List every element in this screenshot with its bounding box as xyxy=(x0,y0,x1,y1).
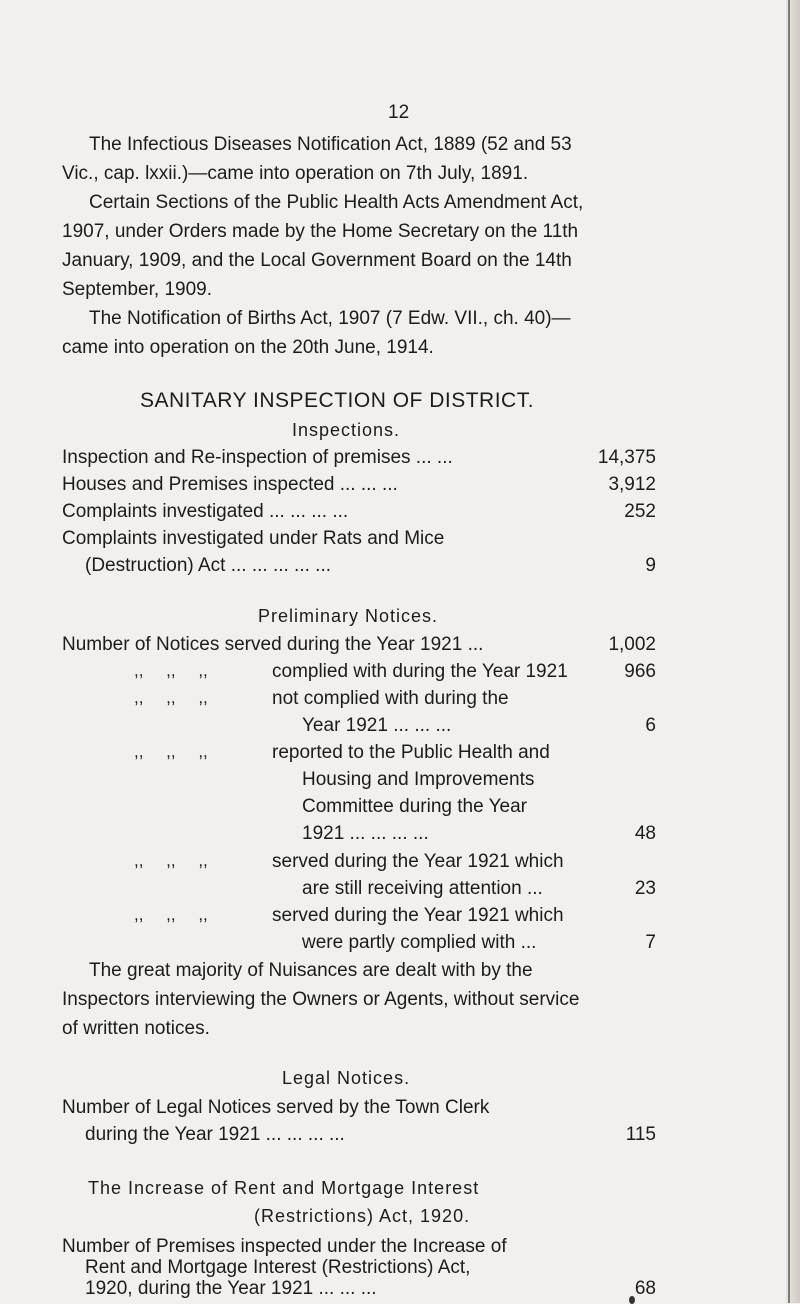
prelim-row-3-label: not complied with during the xyxy=(272,688,509,709)
legal-line-1: Number of Legal Notices served by the Town Clerk xyxy=(62,1097,490,1118)
ditto-marks-4: ,, ,, ,, xyxy=(134,742,208,761)
sanitary-title: SANITARY INSPECTION OF DISTRICT. xyxy=(140,389,535,412)
inspection-row-3-value: 252 xyxy=(624,501,656,522)
intro-line-6: September, 1909. xyxy=(62,279,212,300)
inspection-row-1-value: 14,375 xyxy=(597,447,656,468)
note-line-2: Inspectors interviewing the Owners or Agents, without service xyxy=(62,989,580,1010)
ditto-marks-2: ,, ,, ,, xyxy=(134,661,208,680)
rent-heading-2: (Restrictions) Act, 1920. xyxy=(254,1206,471,1226)
legal-line-2: during the Year 1921 ... ... ... ... xyxy=(85,1124,345,1145)
inspection-row-2-label: Houses and Premises inspected ... ... ... xyxy=(62,474,398,495)
inspection-row-3-label: Complaints investigated ... ... ... ... xyxy=(62,501,349,522)
prelim-row-4-label-cont-1: Housing and Improvements xyxy=(302,769,535,790)
ditto-marks-3: ,, ,, ,, xyxy=(134,688,208,707)
page-edge-line xyxy=(788,0,790,1303)
note-line-3: of written notices. xyxy=(62,1018,210,1039)
ditto-marks-5: ,, ,, ,, xyxy=(134,851,208,870)
ditto-marks-6: ,, ,, ,, xyxy=(134,905,208,924)
intro-line-4: 1907, under Orders made by the Home Secretary on the 11th xyxy=(62,221,579,242)
prelim-row-6-label: served during the Year 1921 which xyxy=(272,905,564,926)
prelim-row-1-label: Number of Notices served during the Year 1921 ... xyxy=(62,634,484,655)
intro-line-8: came into operation on the 20th June, 1914. xyxy=(62,337,434,358)
inspection-row-2-value: 3,912 xyxy=(608,474,656,495)
prelim-row-4-label-cont-2: Committee during the Year xyxy=(302,796,527,817)
prelim-row-5-label-cont: are still receiving attention ... xyxy=(302,878,543,899)
prelim-row-6-label-cont: were partly complied with ... xyxy=(302,932,537,953)
prelim-row-2-label: complied with during the Year 1921 xyxy=(272,661,568,682)
intro-line-5: January, 1909, and the Local Government Board on the 14th xyxy=(62,250,572,271)
rent-row-1-line-1: Number of Premises inspected under the Increase of xyxy=(62,1236,507,1257)
inspection-row-4-value: 9 xyxy=(645,555,656,576)
page-number: 12 xyxy=(388,102,410,123)
rent-row-1-line-3: 1920, during the Year 1921 ... ... ... xyxy=(85,1278,377,1299)
legal-heading: Legal Notices. xyxy=(282,1068,411,1088)
legal-value: 115 xyxy=(625,1124,656,1145)
inspection-row-4-label-cont: (Destruction) Act ... ... ... ... ... xyxy=(85,555,332,576)
prelim-row-5-value: 23 xyxy=(634,878,656,899)
rent-row-1-line-2: Rent and Mortgage Interest (Restrictions) Act, xyxy=(85,1257,471,1278)
prelim-row-2-value: 966 xyxy=(624,661,656,682)
intro-line-2: Vic., cap. lxxii.)—came into operation on 7th July, 1891. xyxy=(62,163,529,184)
prelim-row-1-value: 1,002 xyxy=(608,634,656,655)
note-line-1: The great majority of Nuisances are dealt with by the xyxy=(89,960,533,981)
rent-heading-1: The Increase of Rent and Mortgage Interest xyxy=(88,1178,480,1198)
inspection-row-1-label: Inspection and Re-inspection of premises ... ... xyxy=(62,447,453,468)
preliminary-heading: Preliminary Notices. xyxy=(258,606,439,626)
prelim-row-6-value: 7 xyxy=(645,932,656,953)
prelim-row-3-label-cont: Year 1921 ... ... ... xyxy=(302,715,452,736)
intro-line-3: Certain Sections of the Public Health Acts Amendment Act, xyxy=(89,192,584,213)
prelim-row-5-label: served during the Year 1921 which xyxy=(272,851,564,872)
intro-line-7: The Notification of Births Act, 1907 (7 Edw. VII., ch. 40)— xyxy=(89,308,571,329)
intro-line-1: The Infectious Diseases Notification Act, 1889 (52 and 53 xyxy=(89,134,572,155)
inspections-heading: Inspections. xyxy=(292,420,401,440)
prelim-row-4-label-cont-3: 1921 ... ... ... ... xyxy=(302,823,429,844)
rent-row-1-value: 68 xyxy=(634,1278,656,1299)
prelim-row-3-value: 6 xyxy=(645,715,656,736)
inspection-row-4-label: Complaints investigated under Rats and Mice xyxy=(62,528,445,549)
prelim-row-4-value: 48 xyxy=(634,823,656,844)
prelim-row-4-label: reported to the Public Health and xyxy=(272,742,550,763)
